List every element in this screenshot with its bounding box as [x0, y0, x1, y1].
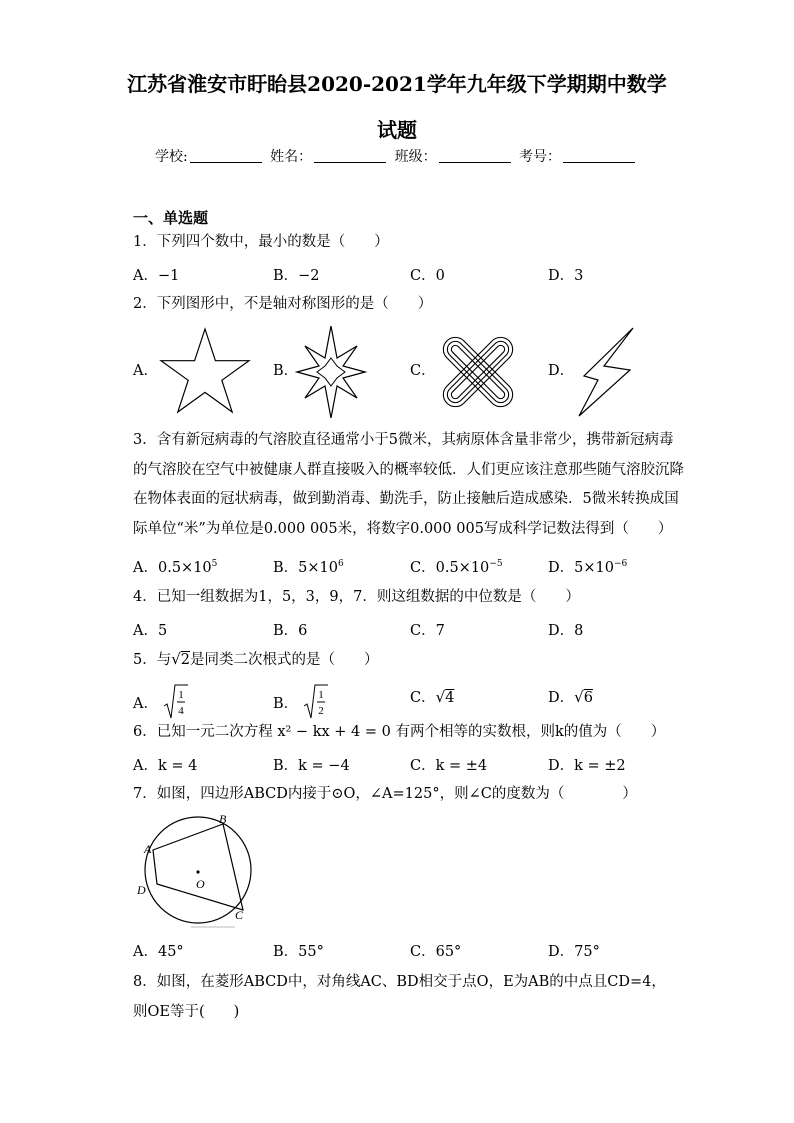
q8-stem-line-1: 8．如图，在菱形ABCD中，对角线AC、BD相交于点O，E为AB的中点且CD=4， — [133, 974, 666, 990]
q2-label-c: C． — [410, 363, 436, 379]
q5-option-a: A． 1 4 — [133, 684, 189, 720]
q6-option-d: D．k = ±2 — [548, 758, 626, 774]
q1-option-d: D．3 — [548, 268, 584, 284]
q1-option-c: C．0 — [410, 268, 445, 284]
school-blank — [190, 148, 262, 163]
q7-option-b: B．55° — [273, 944, 324, 960]
q5-frac-b-den: 2 — [318, 705, 324, 717]
q4-option-a: A．5 — [133, 623, 168, 639]
section-title-single-choice: 一、单选题 — [133, 209, 209, 227]
q5-option-b: B． 1 2 — [273, 684, 329, 720]
class-blank — [439, 148, 511, 163]
name-blank — [314, 148, 386, 163]
q5-options — [133, 676, 693, 716]
q7-option-d: D．75° — [548, 944, 600, 960]
q5-sqrt-sign-b — [303, 684, 329, 720]
student-info-row — [0, 146, 794, 166]
q6-option-b: B．k = −4 — [273, 758, 350, 774]
q5-option-c: C．√4 — [410, 688, 455, 706]
q5-frac-a-den: 4 — [177, 705, 184, 717]
eight-point-star-figure — [295, 326, 367, 418]
q1-option-b: B．−2 — [273, 268, 320, 284]
class-label: 班级： — [394, 149, 437, 165]
lightning-bolt-figure — [576, 326, 638, 418]
q3-line-3: 在物体表面的冠状病毒，做到勤消毒、勤洗手，防止接触后造成感染．5微米转换成国 — [133, 491, 679, 507]
exam-no-blank — [563, 148, 635, 163]
q2-options — [133, 326, 693, 418]
name-label: 姓名： — [270, 149, 313, 165]
q6-stem: 6．已知一元二次方程 x² − kx + 4 = 0 有两个相等的实数根，则k的值为（ ） — [133, 724, 666, 740]
q5-frac-a-num: 1 — [177, 689, 184, 701]
q3-option-d: D．$5\times 10^{-6}$ — [548, 559, 628, 576]
q8-stem-line-2: 则OE等于( ) — [133, 1004, 240, 1020]
q5-stem-radicand: 2 — [180, 652, 191, 668]
q6-option-c: C．k = ±4 — [410, 758, 488, 774]
q3-option-b: B．$5\times 10^6$ — [273, 559, 344, 576]
q3-option-a: A．$0.5\times 10^5$ — [133, 559, 218, 576]
exam-title-line2: 试题 — [377, 118, 417, 142]
q3-line-1: 3．含有新冠病毒的气溶胶直径通常小于5微米，其病原体含量非常少，携带新冠病毒 — [133, 432, 674, 448]
q7-options — [133, 940, 693, 962]
q4-stem: 4．已知一组数据为1，5，3，9，7．则这组数据的中位数是（ ） — [133, 589, 580, 605]
q5-option-d: D．√6 — [548, 688, 593, 706]
q5-stem: 5．与√2是同类二次根式的是（ ） — [133, 650, 379, 668]
q7-label-b: B — [219, 812, 227, 826]
q4-option-b: B．6 — [273, 623, 308, 639]
q7-option-a: A．45° — [133, 944, 184, 960]
q2-stem: 2．下列图形中，不是轴对称图形的是（ ） — [133, 296, 433, 312]
q2-label-d: D． — [548, 363, 575, 379]
interlaced-knot-figure — [432, 326, 524, 418]
q5-sqrt-sign-a — [163, 684, 189, 720]
q1-stem: 1．下列四个数中，最小的数是（ ） — [133, 234, 389, 250]
q7-label-c: C — [235, 908, 244, 922]
q2-label-a: A． — [133, 363, 158, 379]
q2-label-b: B． — [273, 363, 299, 379]
q4-options — [133, 619, 693, 641]
q3-option-c: C．$0.5\times 10^{-5}$ — [410, 559, 503, 576]
q4-option-c: C．7 — [410, 623, 445, 639]
q7-option-c: C．65° — [410, 944, 462, 960]
q7-stem: 7．如图，四边形ABCD内接于⊙O，∠A=125°，则∠C的度数为（ ） — [133, 786, 637, 802]
q1-options — [133, 264, 693, 286]
q6-option-a: A．k = 4 — [133, 758, 198, 774]
q5-frac-b-num: 1 — [318, 689, 324, 701]
q7-circle-quadrilateral-figure — [133, 810, 253, 930]
q7-label-d: D — [137, 883, 146, 897]
q1-option-a: A．−1 — [133, 268, 180, 284]
q3-options — [133, 556, 693, 578]
school-label: 学校: — [154, 149, 188, 165]
exam-title-line1: 江苏省淮安市盱眙县2020-2021学年九年级下学期期中数学 — [127, 72, 667, 96]
exam-no-label: 考号： — [519, 149, 562, 165]
q3-line-4: 际单位“米”为单位是0.000 005米，将数字0.000 005写成科学记数法得到（ ） — [133, 520, 673, 537]
q4-option-d: D．8 — [548, 623, 584, 639]
five-point-star-figure — [155, 326, 255, 416]
q7-label-o: O — [196, 877, 205, 891]
q7-label-a: A — [144, 842, 152, 856]
q3-line-2: 的气溶胶在空气中被健康人群直接吸入的概率较低．人们更应该注意那些随气溶胶沉降 — [133, 461, 684, 478]
q3-stem — [133, 426, 684, 544]
q6-options — [133, 754, 693, 776]
